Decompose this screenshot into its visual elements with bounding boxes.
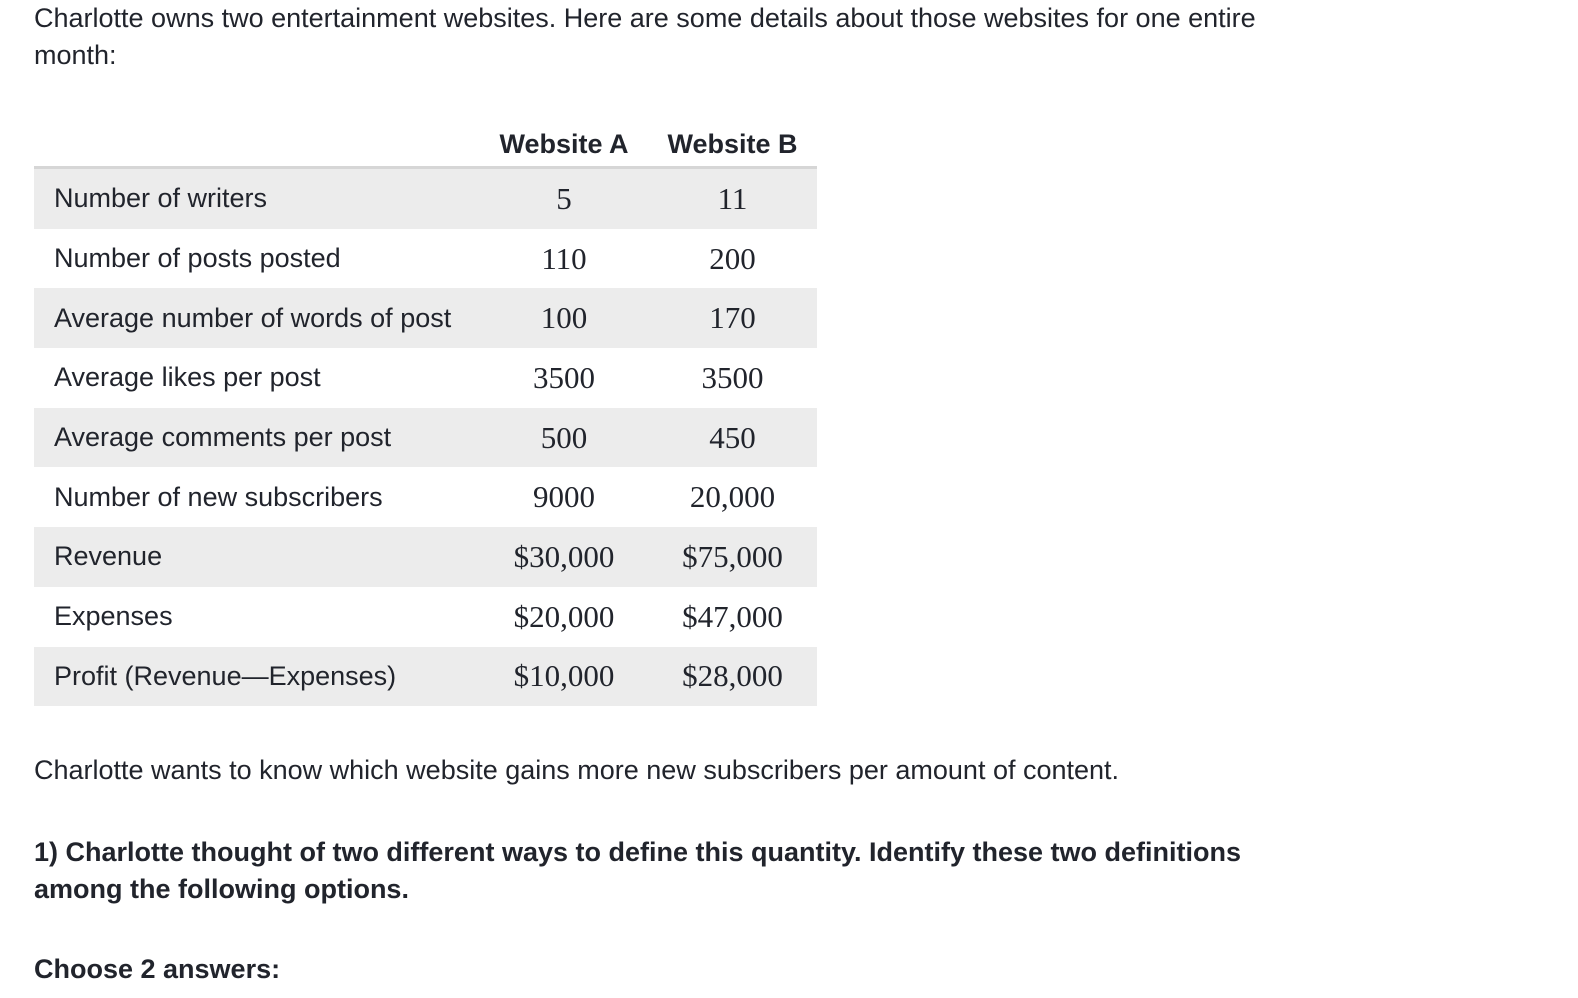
website-b-value: $47,000: [682, 598, 783, 634]
row-label: Expenses: [54, 601, 173, 632]
website-a-value: $20,000: [513, 598, 615, 634]
website-a-value: 5: [480, 168, 648, 229]
choose-instruction: Choose 2 answers:: [34, 954, 281, 984]
row-label: Average comments per post: [34, 408, 480, 468]
table-row: [34, 348, 817, 408]
website-a-value: 3500: [533, 359, 595, 395]
row-label: Average likes per post: [54, 362, 321, 393]
row-label: Profit (Revenue—Expenses): [34, 647, 480, 707]
website-a-value: 500: [480, 408, 648, 468]
website-b-value: 3500: [701, 359, 764, 395]
table-row: [34, 527, 817, 587]
table-row: [34, 288, 817, 348]
website-b-value: $75,000: [648, 527, 817, 587]
row-label: Average number of words of post: [34, 288, 480, 348]
row-label: Number of posts posted: [54, 243, 341, 274]
websites-table: [34, 122, 817, 706]
question-text: Charlotte wants to know which website gains more new subscribers per amount of content.: [34, 755, 1120, 785]
intro-text: Charlotte owns two entertainment websites. Here are some details about those websites for one entire month:: [34, 3, 1256, 70]
table-row: [34, 229, 817, 289]
website-a-value: $30,000: [480, 527, 648, 587]
table-row: [34, 467, 817, 527]
table-row: [34, 587, 817, 647]
header-website-a: Website A: [480, 122, 648, 168]
website-a-value: 100: [480, 288, 648, 348]
website-a-value: 110: [541, 240, 587, 276]
website-b-value: 450: [648, 408, 817, 468]
table-row: [34, 168, 817, 229]
table-header-row: [34, 122, 817, 168]
question-prompt: 1) Charlotte thought of two different ways to define this quantity. Identify these two definitions among the following options.: [34, 837, 1241, 904]
table-row: [34, 408, 817, 468]
header-label-column: [34, 122, 480, 168]
row-label: Revenue: [34, 527, 480, 587]
website-b-value: 170: [648, 288, 817, 348]
website-b-value: $28,000: [648, 647, 817, 707]
website-b-value: 20,000: [689, 479, 776, 515]
table-row: [34, 647, 817, 707]
website-b-value: 200: [709, 240, 756, 276]
website-b-value: 11: [648, 168, 817, 229]
header-website-b: Website B: [648, 122, 817, 168]
website-a-value: 9000: [533, 479, 595, 515]
row-label: Number of new subscribers: [54, 481, 383, 512]
row-label: Number of writers: [34, 168, 480, 229]
website-a-value: $10,000: [480, 647, 648, 707]
